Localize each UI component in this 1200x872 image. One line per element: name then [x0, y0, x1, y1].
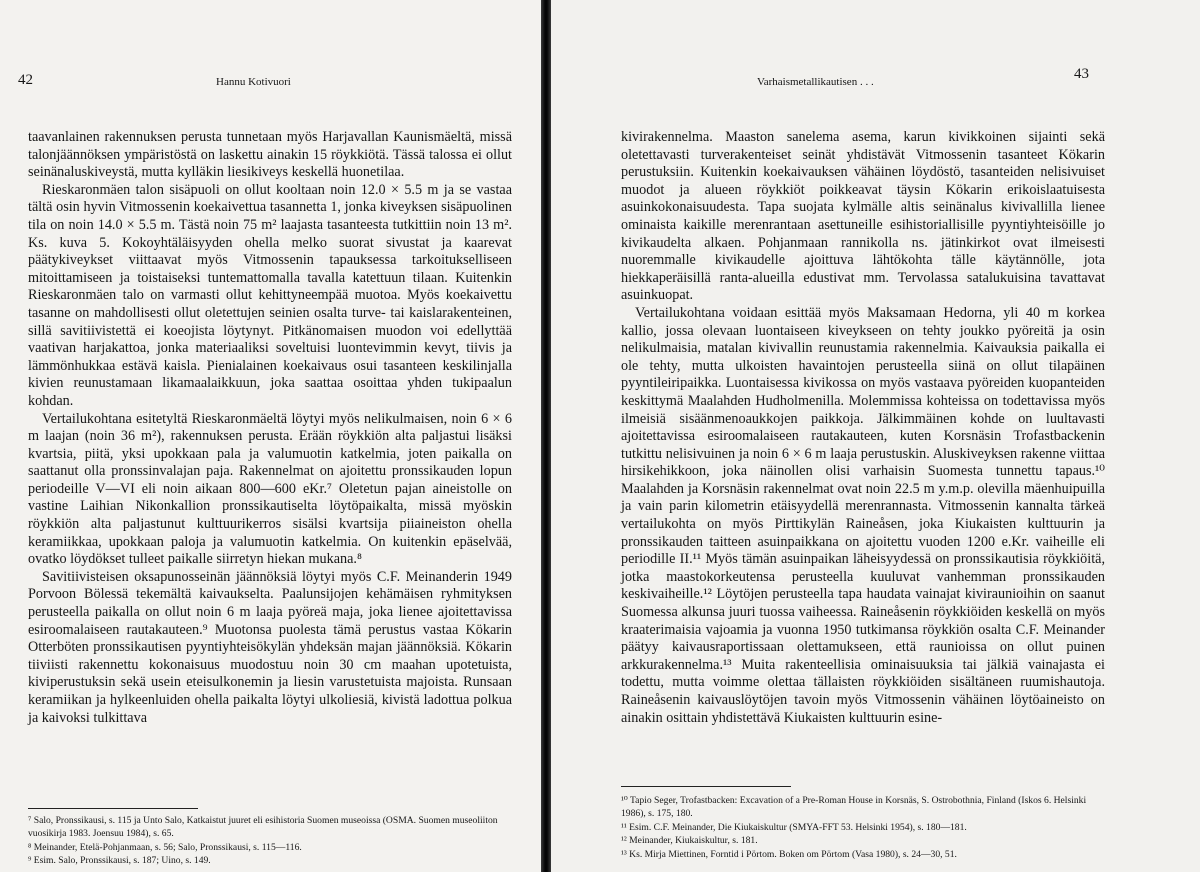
- footnote: ¹⁰ Tapio Seger, Trofastbacken: Excavation of a Pre-Roman House in Korsnäs, S. Ostrobothnia, Finland (Iskos 6. Helsinki 1986), s. 175, 180.: [621, 795, 1087, 820]
- paragraph: Rieskaronmäen talon sisäpuoli on ollut kooltaan noin 12.0 × 5.5 m ja se vastaa tältä osin hyvin Vitmossenin koekaivettua tasannetta 1, jonka kiveyksen sisäpuolinen tila on noin 14.0 × 5.5 m. Tästä noin 75 m² laajasta tasanteesta tutkittiin noin 13 m². Ks. kuva 5. Kokoyhtäläisyyden ohella melko suorat sivustat ja kaarevat päätykiveykset viittaavat myös Vitmossenin tapauksessa tarkoitukselliseen mitoittamiseen ja toistaiseksi tuntemattomalla tavalla katettuun tilaan. Kuitenkin Rieskaronmäen talo on varmasti ollut kehittyneempää muotoa. Myös koekaivettu tasanne on mahdollisesti ollut oletettujen seinien osalta turve- tai kaislarakenteinen, sillä savitiivistettä ei koeojista löytynyt. Pitkänomaisen muodon voi edellyttää vaativan harjakattoa, jonka materiaaliksi soveltuisi luontevimmin kevyt, tiivis ja lämmönhukkaa estävä kaisla. Pienialainen koekaivaus osui tasanteen keskilinjalla kivien reunustamaan likamaalaikkuun, joka saattaa osoittaa yhden tukipaalun kohdan.: [28, 181, 512, 409]
- running-head: Hannu Kotivuori: [216, 76, 291, 88]
- body-text: [621, 129, 1105, 727]
- paragraph: kivirakennelma. Maaston sanelema asema, karun kivikkoinen sijainti sekä oletettavasti turverakenteiset seinät yhdistävät Vitmossenin tasanteet Kökarin perustuksiin. Kuitenkin koekaivauksen vähäinen löydöstö, tasanteiden nelisivuiset muodot ja alueen röykkiöt poikkeavat täysin Kökarin erikoislaatuisesta asuinkokonaisuudesta. Tapa suojata kylmälle altis seinänalus kivivallilla lienee ominaista kaikille merenrantaan asettuneille esihistoriallisille pyyntiyhteisöille jo kivikaudelta alkaen. Pohjanmaan rannikolla ns. jätinkirkot ovat ilmeisesti nuoremmalle kivikaudelle ajoittuva lähtökohta tälle käytännölle, jota hiekkaperäisillä ranta-alueilla edustivat mm. Tervolassa satalukuisina tavattavat asuinkuopat.: [621, 129, 1105, 304]
- paragraph: Vertailukohtana esitetyltä Rieskaronmäeltä löytyi myös nelikulmaisen, noin 6 × 6 m laajan (noin 36 m²), rakennuksen perusta. Erään röykkiön alta paljastui lisäksi kvartsia, piitä, yksi upokkaan pala ja valumuotin katkelmia, joten paikalla on saattanut olla pronssinvalajan paja. Rakennelmat on ajoitettu pronssikauden lopun periodeille V—VI eli noin aikaan 800—600 eKr.⁷ Oletetun pajan aineistolle on vastine Laihian Nikonkallion pronssikautiselta löytöpaikalta, missä myöskin röykkiön alta paljastunut kulttuurikerros sisälsi kvartsija piiaineiston ohella keramiikkaa, upokkaan paloja ja valumuotin katkelmia. On kuitenkin epäselvää, ovatko löydökset tulleet paikalle siirretyn hiekan mukana.⁸: [28, 410, 512, 568]
- footnotes: [28, 814, 512, 868]
- page-number: 42: [18, 72, 33, 88]
- page-number: 43: [1074, 66, 1089, 82]
- footnote-rule: [28, 808, 198, 809]
- right-page: [551, 0, 1200, 872]
- footnote: ¹¹ Esim. C.F. Meinander, Die Kiukaiskultur (SMYA-FFT 53. Helsinki 1954), s. 180—181.: [621, 821, 967, 833]
- footnote: ⁷ Salo, Pronssikausi, s. 115 ja Unto Salo, Katkaistut juuret eli esihistoria Suomen museoissa (OSMA. Suomen museoliiton vuosikirja 1983. Joensuu 1984), s. 65.: [28, 815, 498, 840]
- footnote: ¹² Meinander, Kiukaiskultur, s. 181.: [621, 835, 758, 847]
- running-head: Varhaismetallikautisen . . .: [757, 76, 874, 88]
- footnote: ⁸ Meinander, Etelä-Pohjanmaan, s. 56; Salo, Pronssikausi, s. 115—116.: [28, 841, 302, 853]
- paragraph: taavanlainen rakennuksen perusta tunnetaan myös Harjavallan Kaunismäeltä, missä talonjäännöksen ympäristöstä on laskettu ainakin 15 röykkiötä. Tässä talossa ei ollut seinänaluskiveystä, mutta kylläkin liesikiveys keskellä huonetilaa.: [28, 129, 512, 181]
- body-text: [28, 129, 512, 727]
- paragraph: Savitiivisteisen oksapunosseinän jäännöksiä löytyi myös C.F. Meinanderin 1949 Porvoon Bölessä tekemältä kaivaukselta. Paalunsijojen kehämäisen ryhmityksen perusteella paikalla on ollut noin 6 m laaja pyöreä maja, joka lienee ajoitettavissa esiroomalaiseen rautakauteen.⁹ Muotonsa puolesta tämä perustus vastaa Kökarin Otterböten pronssikautisen pyyntiyhteisökylän yhdeksän majan jäännöksiä. Kökarin tiiviisti rakennettu kokonaisuus muodostuu noin 30 cm maahan upotetuista, kiviperustuksin sekä usein eteisulkonemin ja liesin varustetuista majoista. Runsaan keramiikan ja hylkeenluiden ohella paikalta löytyi ulkoliesiä, kivistä ladottua polkua ja kaivoksi tulkittava: [28, 568, 512, 726]
- paragraph: Vertailukohtana voidaan esittää myös Maksamaan Hedorna, yli 40 m korkea kallio, jossa olevaan luontaiseen kiveykseen on tehty joukko pyöreitä ja osin nelikulmaisia, matalan kivivallin reunustamia rakennelmia. Kaivauksia paikalla ei ole tehty, mutta ulkoisten havaintojen perusteella siinä on ollut tilapäinen pyyntileiripaikka. Luontaisessa kivikossa on myös vastaava pyöreiden kuopanteiden keskittymä Maalahden Hudholmenilla. Molemmissa kohteissa on todettavissa myös ilmeisiä sisäänmenoaukkojen paikkoja. Jälkimmäinen kohde on luultavasti ajoitettavissa esiroomalaiseen rautakauteen, kuten Korsnäsin Trofastbackenin tutkittu nelisivuinen ja noin 6 × 6 m laaja perustuskin. Aluskiveyksen rakenne viittaa hirsikehikkoon, joka näinollen olisi varhaisin Suomesta tunnettu tapaus.¹⁰ Maalahden ja Korsnäsin rakennelmat ovat noin 22.5 m y.m.p. olevilla mäenhuipuilla ja vain parin kilometrin etäisyydellä merenrannasta. Vitmossenin kannalta tärkeä vertailukohta on myös Pirttikylän Raineåsen, joka Kiukaisten kulttuurin ja pronssikauden taitteen asuinpaikkana on ajoitettu vuoden 1200 e.Kr. vaiheille eli periodille II.¹¹ Myös tämän asuinpaikan läheisyydessä on pronssikautisia röykkiöitä, jotka maastokorkeutensa perusteella kuuluvat vanhemman pronssikauden keskivaiheille.¹² Löytöjen perusteella tapa haudata vainajat kiviraunioihin on saanut Suomessa alkunsa juuri tuossa vaiheessa. Raineåsenin röykkiöiden keskellä on myös kraaterimaisia vajoamia ja vuonna 1950 tutkimansa röykkiön osalta C.F. Meinander päätyy kaivausraportissaan olettamukseen, että raunioissa on ollut puinen arkkurakennelma.¹³ Muita rakenteellisia ominaisuuksia tai jälkiä vainajasta ei todettu, mutta voimme olettaa tällaisten röykkiöiden sisältäneen ruumishautoja. Raineåsenin kaivauslöytöjen tavoin myös Vitmossenin vähäinen löytöaineisto on ainakin osittain yhdistettävä Kiukaisten kulttuurin esine-: [621, 304, 1105, 726]
- footnote-rule: [621, 786, 791, 787]
- book-gutter: [541, 0, 551, 872]
- footnote: ⁹ Esim. Salo, Pronssikausi, s. 187; Uino, s. 149.: [28, 855, 211, 867]
- left-page: [0, 0, 541, 872]
- footnote: ¹³ Ks. Mirja Miettinen, Forntid i Pörtom. Boken om Pörtom (Vasa 1980), s. 24—30, 51.: [621, 848, 957, 860]
- footnotes: [621, 794, 1105, 861]
